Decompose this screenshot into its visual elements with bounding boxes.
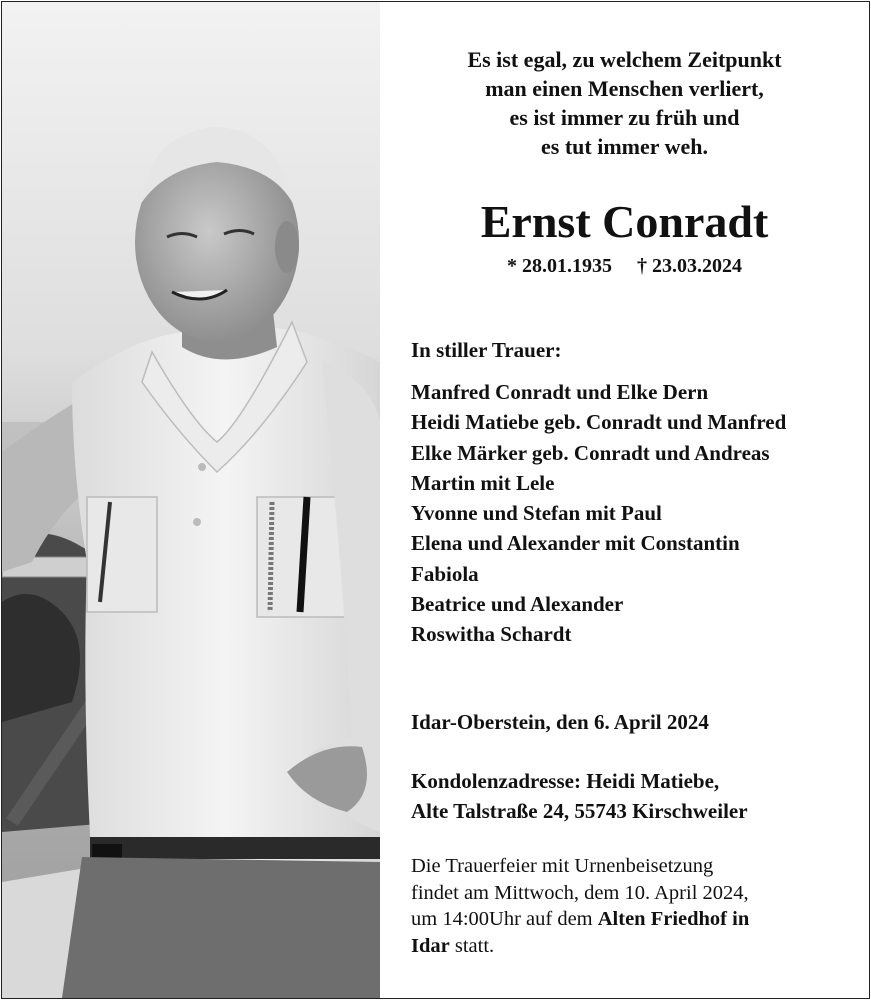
life-dates — [380, 253, 869, 279]
text-column — [380, 2, 869, 998]
ceremony-time-text: um 14:00Uhr auf dem — [411, 908, 598, 930]
mourner-name: Yvonne und Stefan mit Paul — [411, 501, 662, 526]
cemetery-location: Idar — [411, 934, 450, 957]
quote-line: man einen Menschen verliert, — [485, 76, 764, 101]
quote-line: es tut immer weh. — [541, 134, 708, 159]
mourner-name: Heidi Matiebe geb. Conradt und Manfred — [411, 410, 787, 435]
condolence-address-line: Alte Talstraße 24, 55743 Kirschweiler — [411, 799, 748, 824]
birth-date: * 28.01.1935 — [507, 255, 612, 277]
ceremony-info — [411, 853, 861, 959]
mourner-name: Martin mit Lele — [411, 470, 555, 495]
mourning-intro — [411, 335, 861, 365]
condolence-address-line: Kondolenzadresse: Heidi Matiebe, — [411, 769, 720, 793]
quote-line: es ist immer zu früh und — [509, 105, 740, 130]
memorial-quote — [380, 45, 869, 161]
mourner-name: Beatrice und Alexander — [411, 592, 624, 617]
mourner-name: Roswitha Schardt — [411, 622, 572, 647]
place-and-date — [411, 707, 861, 737]
death-date: † 23.03.2024 — [637, 255, 742, 277]
mourner-name: Elena und Alexander mit Constantin — [411, 531, 740, 556]
ceremony-end-text: statt. — [449, 934, 495, 957]
mourner-name: Fabiola — [411, 561, 479, 586]
condolence-address — [411, 766, 861, 827]
place-date-text: Idar-Oberstein, den 6. April 2024 — [411, 710, 709, 734]
mourners-list — [411, 377, 861, 650]
ceremony-line — [411, 906, 861, 933]
ceremony-line — [411, 933, 861, 960]
mourner-name: Manfred Conradt und Elke Dern — [411, 380, 709, 404]
mourner-name: Elke Märker geb. Conradt und Andreas — [411, 440, 770, 465]
cemetery-name: Alten Friedhof in — [597, 908, 750, 930]
quote-line: Es ist egal, zu welchem Zeitpunkt — [467, 47, 782, 72]
ceremony-line: findet am Mittwoch, dem 10. April 2024, — [411, 881, 749, 904]
obituary-notice — [1, 1, 870, 999]
ceremony-line: Die Trauerfeier mit Urnenbeisetzung — [411, 855, 714, 877]
portrait-photo — [2, 2, 380, 998]
deceased-name: Ernst Conradt — [480, 196, 769, 247]
mourning-intro-text: In stiller Trauer: — [411, 338, 562, 362]
